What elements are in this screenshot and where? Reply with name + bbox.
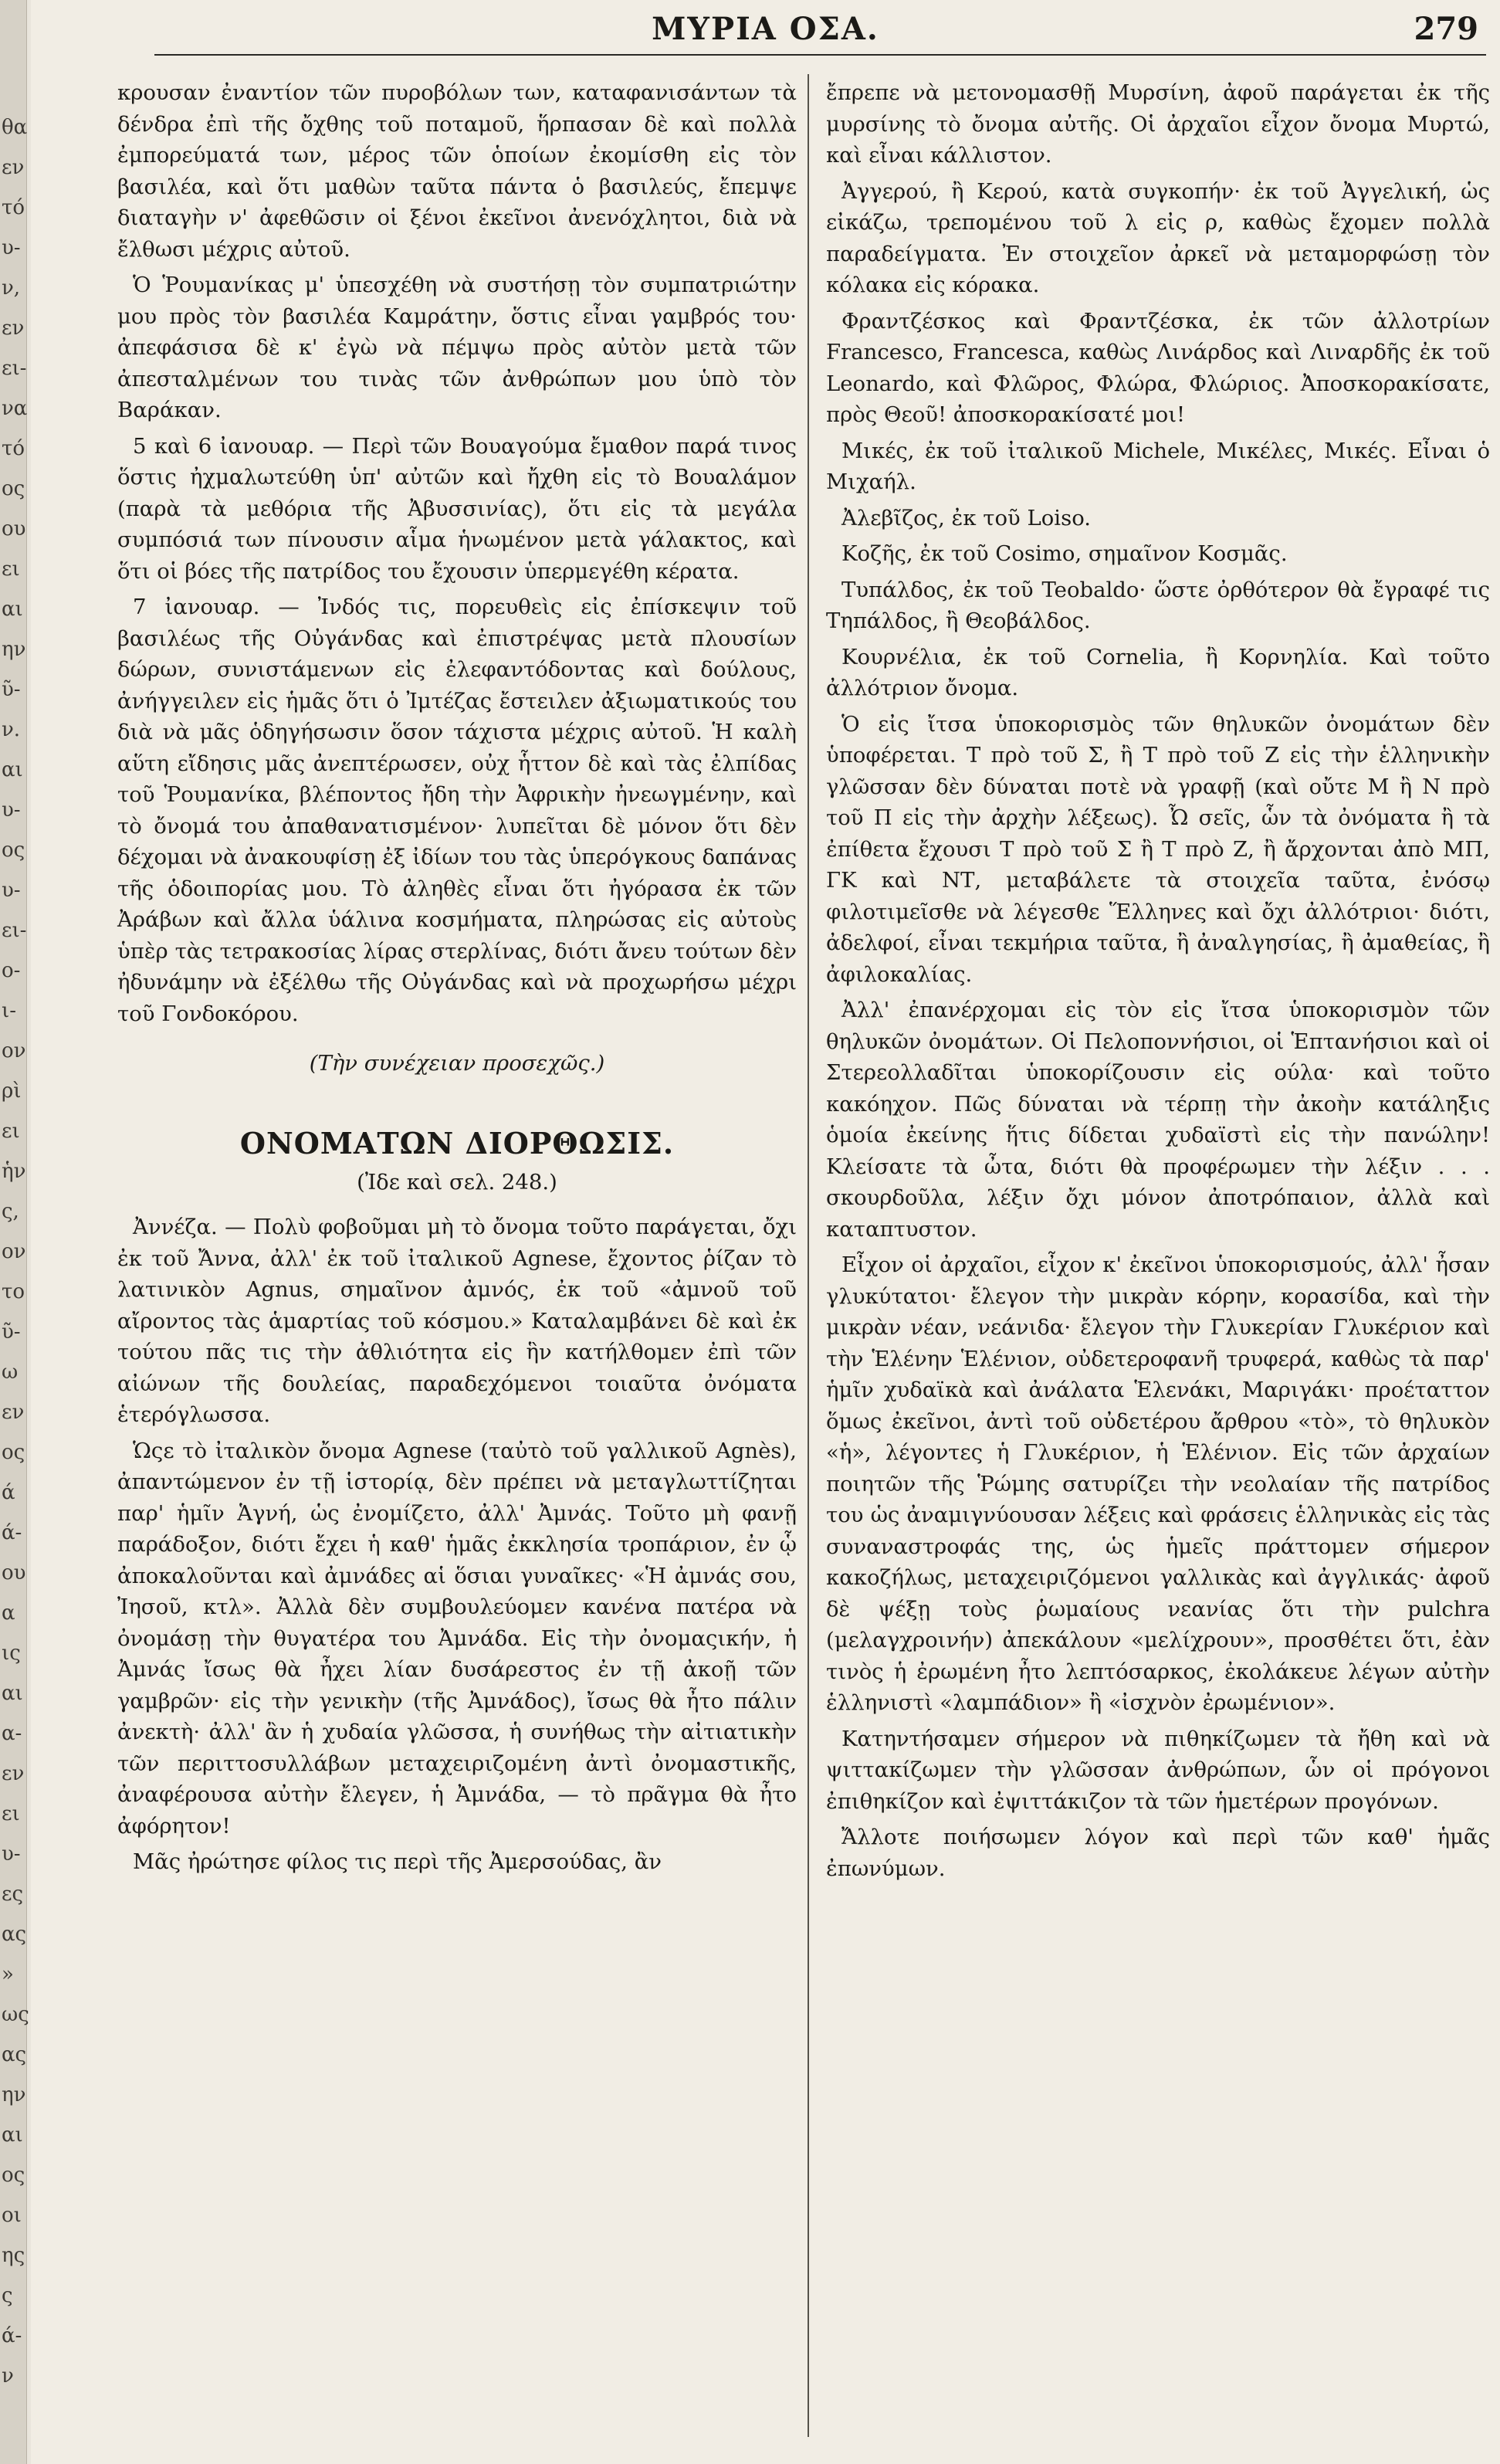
edge-fragment: τό <box>2 196 25 219</box>
edge-fragment: ος <box>2 2164 25 2187</box>
page-number: 279 <box>1414 11 1478 47</box>
edge-fragment: υ- <box>2 879 21 902</box>
header-rule <box>154 54 1486 56</box>
edge-fragment: ας <box>2 2043 27 2066</box>
edge-fragment: ς <box>2 2284 13 2307</box>
edge-fragment: ει <box>2 1120 20 1143</box>
edge-fragment: ῦ- <box>2 678 21 701</box>
edge-fragment: ν, <box>2 276 21 300</box>
article-paragraph: Ἀλλ' ἐπανέρχομαι εἰς τὸν εἰς ἴτσα ὑποκορισμὸν τῶν θηλυκῶν ὀνομάτων. Οἱ Πελοποννήσιοι, οἱ Ἑπτανήσιοι καὶ οἱ Στερεολλαδῖται ὑποκορίζουσιν εἰς ούλα· καὶ τοῦτο κακόηχον. Πῶς δύναται νὰ τέρπῃ τὴν ἀκοὴν κατάληξις ὁμοία ἐκείνης ἥτις δίδεται χυδαϊστὶ εἰς τὴν πανώλην! Κλείσατε τὰ ὦτα, διότι θὰ προφέρωμεν τὴν λέξιν . . . σκουρδοῦλα, λέξιν ὄχι μόνον ἀποτρόπαιον, ἀλλὰ καὶ καταπτυστον. <box>826 998 1490 1242</box>
article-paragraph: κρουσαν ἐναντίον τῶν πυροβόλων των, καταφανισάντων τὰ δένδρα ἐπὶ τῆς ὄχθης τοῦ ποταμοῦ, ἥρπασαν δὲ καὶ πολλὰ ἐμπορεύματά των, μέρος τῶν ὁποίων ἐκομίσθη εἰς τὸν βασιλέα, καὶ ὅτι μαθὼν ταῦτα πάντα ὁ βασιλεύς, ἔπεμψε διαταγὴν ν' ἀφεθῶσιν οἱ ξένοι ἐκεῖνοι ἀνενόχλητοι, διὰ νὰ ἔλθωσι μέχρις αὐτοῦ. <box>117 80 797 262</box>
article-paragraph: Φραντζέσκος καὶ Φραντζέσκα, ἐκ τῶν ἀλλοτρίων Francesco, Francesca, καθὼς Λινάρδος καὶ Λιναρδῆς ἐκ τοῦ Leonardo, καὶ Φλῶρος, Φλώρα, Φλώριος. Ἀποσκορακίσατε, πρὸς Θεοῦ! ἀποσκορακίσατέ μοι! <box>826 308 1490 427</box>
edge-fragment: τό <box>2 437 25 460</box>
left-column <box>117 77 797 1883</box>
edge-fragment: ἡν <box>2 1160 26 1183</box>
article-paragraph: Ὁ εἰς ἴτσα ὑποκορισμὸς τῶν θηλυκῶν ὀνομάτων δὲν ὑποφέρεται. Τ πρὸ τοῦ Σ, ἢ Τ πρὸ τοῦ Ζ εἰς τὴν ἑλληνικὴν γλῶσσαν δὲν δύναται ποτὲ νὰ γραφῇ (καὶ οὔτε Μ ἢ Ν πρὸ τοῦ Π εἰς τὴν ἀρχὴν λέξεως). Ὦ σεῖς, ὧν τὰ ὀνόματα ἢ τὰ ἐπίθετα ἔχουσι Τ πρὸ τοῦ Σ ἢ Τ πρὸ Ζ, ἢ ἄρχονται ἀπὸ ΜΠ, ΓΚ καὶ ΝΤ, μεταβάλετε τὰ στοιχεῖα ταῦτα, ἐνόσῳ φιλοτιμεῖσθε νὰ λέγεσθε Ἕλληνες καὶ ὄχι ἀλλότριοι· διότι, ἀδελφοί, εἶναι τεκμήρια ταῦτα, ἢ ἀναλγησίας, ἢ ἀμαθείας, ἢ ἀφιλοκαλίας. <box>826 711 1490 987</box>
section-title: ΟΝΟΜΑΤΩΝ ΔΙΟΡΘΩΣΙΣ. <box>239 1125 675 1161</box>
edge-fragment: ος <box>2 839 25 862</box>
edge-fragment: ά- <box>2 2324 22 2347</box>
edge-fragment: το <box>2 1280 25 1303</box>
previous-page-edge <box>0 0 27 2464</box>
edge-fragment: ον <box>2 1039 26 1063</box>
article-paragraph: Κατηντήσαμεν σήμερον νὰ πιθηκίζωμεν τὰ ἤθη καὶ νὰ ψιττακίζωμεν τὴν γλῶσσαν ἀνθρώπων, ὧν οἱ πρόγονοι ἐπιθηκίζον καὶ ἐψιττάκιζον τὰ τῶν ἡμετέρων προγόνων. <box>826 1726 1490 1814</box>
edge-fragment: ου <box>2 1561 26 1584</box>
newspaper-page <box>31 0 1500 2464</box>
article-paragraph: Ἄλλοτε ποιήσωμεν λόγον καὶ περὶ τῶν καθ' ἡμᾶς ἐπωνύμων. <box>826 1825 1490 1881</box>
edge-fragment: θα <box>2 116 28 139</box>
edge-fragment: ει- <box>2 919 27 942</box>
edge-fragment: ης <box>2 2244 25 2267</box>
edge-fragment: αι <box>2 2123 23 2147</box>
edge-fragment: ες <box>2 1883 24 1906</box>
article-paragraph: Εἶχον οἱ ἀρχαῖοι, εἶχον κ' ἐκεῖνοι ὑποκορισμούς, ἀλλ' ἦσαν γλυκύτατοι· ἔλεγον τὴν μικρὰν κόρην, κορασίδα, καὶ τὴν μικρὰν νέαν, νεάνιδα· ἔλεγον τὴν Γλυκερίαν Γλυκέριον καὶ τὴν Ἑλένην Ἑλένιον, οὐδετεροφανῆ τρυφερά, καθὼς τὰ παρ' ἡμῖν χυδαϊκὰ καὶ ἀνάλατα Ἑλενάκι, Μαριγάκι· προέταττον ὅμως ἐκεῖνοι, ἀντὶ τοῦ οὐδετέρου ἄρθρου «τὸ», τὸ θηλυκὸν «ἡ», λέγοντες ἡ Γλυκέριον, ἡ Ἑλένιον. Εἰς τῶν ἀρχαίων ποιητῶν τῆς Ῥώμης σατυρίζει τὴν νεολαίαν τῆς πατρίδος του ὡς ἀναμιγνύουσαν λέξεις καὶ φράσεις ἑλληνικὰς εἰς τὰς συναναστροφάς της, ὡς ἡμεῖς πράττομεν σήμερον κακοζήλως, μεταχειριζόμενοι γαλλικὰς καὶ ἀγγλικάς· ἀφοῦ δὲ ψέξῃ τοὺς ῥωμαίους νεανίας ὅτι τὴν pulchra (μελαγχροινήν) ἀπεκάλουν «μελίχρουν», προσθέτει ὅτι, ἐὰν τινὸς ἡ ἐρωμένη ἦτο λεπτόσαρκος, ἐκολάκευε λέγων αὐτὴν ἑλληνιστὶ «λαμπάδιον» ἢ «ἰσχνὸν ἐρωμένιον». <box>826 1252 1490 1715</box>
section-paragraph: Ὡςε τὸ ἰταλικὸν ὄνομα Agnese (ταὐτὸ τοῦ γαλλικοῦ Agnès), ἀπαντώμενον ἐν τῇ ἱστορίᾳ, δὲν πρέπει νὰ μεταγλωττίζηται παρ' ἡμῖν Ἁγνή, ὡς ἐνομίζετο, ἀλλ' Ἀμνάς. Τοῦτο μὴ φανῇ παράδοξον, διότι ἔχει ἡ καθ' ἡμᾶς ἐκκλησία τροπάριον, ἐν ᾧ ἀποκαλοῦνται καὶ ἀμνάδες αἱ ὅσιαι γυναῖκες· «Ἡ ἀμνάς σου, Ἰησοῦ, κτλ». Ἀλλὰ δὲν συμβουλεύομεν κανένα πατέρα νὰ ὀνομάσῃ τὴν θυγατέρα του Ἀμνάδα. Εἰς τὴν ὀνομαςικήν, ἡ Ἀμνάς ἴσως θὰ ἦχει λίαν δυσάρεστος ἐν τῇ ἀκοῇ τῶν γαμβρῶν· εἰς τὴν γενικὴν (τῆς Ἀμνάδος), ἴσως θὰ ἦτο πάλιν ἀνεκτὴ· ἀλλ' ἂν ἡ χυδαία γλῶσσα, ἡ συνήθως τὴν αἰτιατικὴν τῶν περιττοσυλλάβων μεταχειριζομένη ἀντὶ ὀνομαστικῆς, ἀναφέρουσα αὐτὴν ἔλεγεν, ἡ Ἀμνάδα, — τὸ πρᾶγμα θὰ ἦτο ἀφόρητον! <box>117 1438 797 1839</box>
edge-fragment: εν <box>2 317 25 340</box>
edge-fragment: ου <box>2 517 26 541</box>
article-paragraph: ἔπρεπε νὰ μετονομασθῇ Μυρσίνη, ἀφοῦ παράγεται ἐκ τῆς μυρσίνης τὸ ὄνομα αὐτῆς. Οἱ ἀρχαῖοι εἶχον ὄνομα Μυρτώ, καὶ εἶναι κάλλιστον. <box>826 80 1490 168</box>
section-paragraph: Μᾶς ἠρώτησε φίλος τις περὶ τῆς Ἀμερσούδας, ἂν <box>133 1849 662 1874</box>
right-column <box>826 77 1490 1889</box>
article-paragraph: Μικές, ἐκ τοῦ ἰταλικοῦ Michele, Μικέλες, Μικές. Εἶναι ὁ Μιχαήλ. <box>826 438 1490 494</box>
running-title: ΜΥΡΙΑ ΟΣΑ. <box>652 11 879 47</box>
edge-fragment: α <box>2 1601 15 1625</box>
edge-fragment: ην <box>2 2083 26 2106</box>
edge-fragment: ν. <box>2 718 21 741</box>
article-paragraph: Κοζῆς, ἐκ τοῦ Cosimo, σημαῖνον Κοσμᾶς. <box>841 541 1288 566</box>
edge-fragment: να <box>2 397 28 420</box>
article-paragraph: Ὁ Ῥουμανίκας μ' ὑπεσχέθη νὰ συστήσῃ τὸν συμπατριώτην μου πρὸς τὸν βασιλέα Καμράτην, ὅστις εἶναι γαμβρός του· ἀπεφάσισα δὲ κ' ἐγὼ νὰ πέμψω πρὸς αὐτὸν μετὰ τῶν ἀπεσταλμένων του τινὰς τῶν ἀνθρώπων μου ὑπὸ τὸν Βαράκαν. <box>117 273 797 422</box>
edge-fragment: υ- <box>2 1842 21 1866</box>
article-paragraph: Ἀλεβῖζος, ἐκ τοῦ Loiso. <box>841 505 1092 530</box>
edge-fragment: α- <box>2 1722 22 1745</box>
continuation-note: (Τὴν συνέχειαν προσεχῶς.) <box>309 1051 605 1076</box>
column-divider <box>808 74 809 2437</box>
article-paragraph: Κουρνέλια, ἐκ τοῦ Cornelia, ἢ Κορνηλία. Καὶ τοῦτο ἀλλότριον ὄνομα. <box>826 644 1490 700</box>
edge-fragment: υ- <box>2 236 21 259</box>
edge-fragment: εν <box>2 1401 25 1424</box>
section-paragraph: Ἀννέζα. — Πολὺ φοβοῦμαι μὴ τὸ ὄνομα τοῦτο παράγεται, ὄχι ἐκ τοῦ Ἄννα, ἀλλ' ἐκ τοῦ ἰταλικοῦ Agnese, ἔχοντος ῥίζαν τὸ λατινικὸν Agnus, σημαῖνον ἀμνός, ἐκ τοῦ «ἀμνοῦ τοῦ αἴροντος τὰς ἁμαρτίας τοῦ κόσμου.» Καταλαμβάνει δὲ καὶ ἐκ τούτου πᾶς τις τὴν ἀθλιότητα εἰς ἣν κατήλθομεν ἐπὶ τῶν αἰώνων τῆς δουλείας, παραδεχόμενοι τοιαῦτα ὀνόματα ἑτερόγλωσσα. <box>117 1215 797 1427</box>
edge-fragment: οι <box>2 2204 22 2227</box>
edge-fragment: ρὶ <box>2 1079 22 1103</box>
edge-fragment: ά <box>2 1481 15 1504</box>
article-paragraph: 7 ἰανουαρ. — Ἰνδός τις, πορευθεὶς εἰς ἐπίσκεψιν τοῦ βασιλέως τῆς Οὐγάνδας καὶ ἐπιστρέψας μετὰ πλουσίων δώρων, συνιστάμενων εἰς ἐλεφαντόδοντας καὶ δούλους, ἀνήγγειλεν εἰς ἡμᾶς ὅτι ὁ Ἰμτέζας ἔστειλεν ἀξιωματικούς του διὰ νὰ μᾶς ὁδηγήσωσιν ὅσον τάχιστα μέχρις αὐτοῦ. Ἡ καλὴ αὕτη εἴδησις μᾶς ἀνεπτέρωσεν, οὐχ ἧττον δὲ καὶ τὰς ἐλπίδας τοῦ Ῥουμανίκα, βλέποντος ἤδη τὴν Ἀφρικὴν ἠνεωγμένην, καὶ τὸ ὄνομά του ἀπαθανατισμένον· λυπεῖται δὲ μόνον ὅτι δὲν δέχομαι νὰ ἀνακουφίσῃ ἐξ ἰδίων του τὰς ὑπερόγκους δαπάνας τῆς ὁδοιπορίας μου. Τὸ ἀληθὲς εἶναι ὅτι ἠγόρασα ἐκ τῶν Ἀράβων καὶ ἄλλα ὑάλινα κοσμήματα, πληρώσας εἰς αὐτοὺς ὑπὲρ τὰς τετρακοσίας λίρας στερλίνας, διότι ἄνευ τούτων δὲν ἠδυνάμην νὰ ἐξέλθω τῆς Οὐγάνδας καὶ νὰ προχωρήσω μέχρι τοῦ Γονδοκόρου. <box>117 595 797 1026</box>
page-header <box>31 6 1500 53</box>
edge-fragment: ς, <box>2 1200 19 1223</box>
edge-fragment: ας <box>2 1923 27 1946</box>
edge-fragment: αι <box>2 598 23 621</box>
edge-fragment: ά- <box>2 1521 22 1544</box>
edge-fragment: ως <box>2 2003 29 2026</box>
edge-fragment: ος <box>2 1441 25 1464</box>
edge-fragment: ον <box>2 1240 26 1263</box>
edge-fragment: ῦ- <box>2 1320 21 1344</box>
article-paragraph: Ἀγγερού, ἢ Κερού, κατὰ συγκοπήν· ἐκ τοῦ Ἀγγελική, ὡς εἰκάζω, τρεπομένου τοῦ λ εἰς ρ, καθὼς ἔχομεν πολλὰ παραδείγματα. Ἐν στοιχεῖον ἀρκεῖ νὰ μεταμορφώσῃ τὸν κόλακα εἰς κόρακα. <box>826 178 1490 297</box>
edge-fragment: ι- <box>2 999 16 1022</box>
edge-fragment: αι <box>2 758 23 781</box>
edge-fragment: ω <box>2 1361 19 1384</box>
edge-fragment: ος <box>2 477 25 500</box>
edge-fragment: ις <box>2 1642 21 1665</box>
edge-fragment: ει- <box>2 357 27 380</box>
section-subtitle: (Ἰδε καὶ σελ. 248.) <box>357 1169 557 1195</box>
edge-fragment: ει <box>2 1802 20 1825</box>
edge-fragment: εν <box>2 156 25 179</box>
edge-fragment: ην <box>2 638 26 661</box>
edge-fragment: ν <box>2 2364 14 2388</box>
edge-fragment: » <box>2 1963 14 1986</box>
edge-fragment: ει <box>2 558 20 581</box>
edge-fragment: αι <box>2 1682 23 1705</box>
edge-fragment: ο- <box>2 959 21 982</box>
edge-fragment: υ- <box>2 798 21 822</box>
article-paragraph: 5 καὶ 6 ἰανουαρ. — Περὶ τῶν Βουαγούμα ἔμαθον παρά τινος ὅστις ἠχμαλωτεύθη ὑπ' αὐτῶν καὶ ἤχθη εἰς τὸ Βουαλάμον (παρὰ τὰ μεθόρια τῆς Ἀβυσσινίας), ὅτι εἰς τὰ μεγάλα συμπόσιά των πίνουσιν αἷμα ἡνωμένον μετὰ γάλακτος, καὶ ὅτι οἱ βόες τῆς πατρίδος του ἔχουσιν ὑπερμεγέθη κέρατα. <box>117 433 797 584</box>
article-paragraph: Τυπάλδος, ἐκ τοῦ Teobaldo· ὥστε ὀρθότερον θὰ ἔγραφέ τις Τηπάλδος, ἢ Θεοβάλδος. <box>826 577 1490 633</box>
edge-fragment: εν <box>2 1762 25 1785</box>
